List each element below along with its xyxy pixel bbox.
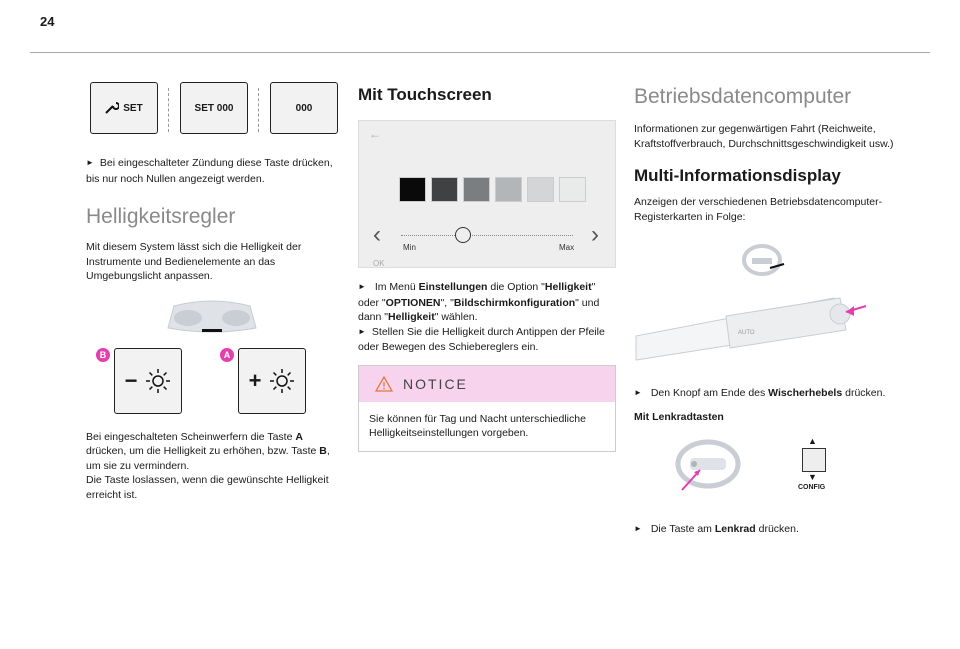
release-instruction: Die Taste loslassen, wenn die gewünschte Helligkeit erreicht ist. (86, 474, 329, 501)
text-fragment: Bei eingeschalteten Scheinwerfern die Taste (86, 430, 296, 443)
page-number: 24 (40, 14, 55, 29)
control-name: Lenkrad (714, 523, 756, 535)
brightness-buttons (86, 346, 338, 420)
wiper-stalk-image (634, 232, 894, 382)
plus-icon: + (248, 367, 262, 393)
trip-computer-text: Informationen zur gegenwärtigen Fahrt (Reichweite, Kraftstoffverbrauch, Durchschnittsgeschwindigkeit usw.) (634, 123, 894, 150)
text-fragment: die Option " (487, 281, 545, 293)
minus-icon: − (124, 367, 138, 393)
text-fragment: Den Knopf am Ende des (650, 387, 769, 399)
stalk-auto-label: AUTO (738, 330, 755, 336)
heading-multi-informationsdisplay: Multi-Informationsdisplay (634, 166, 841, 185)
zero-display-button (270, 82, 338, 134)
config-button (802, 448, 826, 472)
notice-text: Sie können für Tag und Nacht unterschiedliche Helligkeitseinstellungen vorgeben. (369, 412, 586, 439)
separator (168, 88, 172, 132)
key-b: B (319, 445, 327, 457)
touchscreen-instruction-1 (358, 280, 616, 325)
set-button-wrench (90, 82, 158, 134)
text-fragment: " wählen. (434, 311, 478, 323)
set-instruction: ► Bei eingeschalteter Zündung diese Taste drücken, bis nur noch Nullen angezeigt werden. (86, 156, 338, 186)
brightness-swatch (527, 177, 554, 202)
brightness-slider-knob (455, 227, 471, 243)
column-2 (358, 70, 616, 452)
config-label: CONFIG (798, 484, 826, 491)
key-a: A (295, 430, 303, 443)
text-fragment: Die Taste am (650, 523, 715, 535)
label-b-badge: B (96, 348, 110, 362)
set-counter-label: SET 000 (194, 102, 234, 114)
set-button-counter (180, 82, 248, 134)
notice-title: NOTICE (403, 375, 468, 392)
control-name: Wischerhebels (768, 387, 843, 399)
back-arrow-icon: ← (369, 127, 381, 141)
left-chevron-icon: ‹ (373, 221, 381, 248)
ok-label: OK (373, 259, 385, 268)
brightness-increase-button (238, 348, 306, 414)
helligkeit-intro: Mit diesem System lässt sich die Helligkeit der Instrumente und Bedienelemente an das Umgebungslicht anpassen. (86, 241, 302, 282)
heading-touchscreen: Mit Touchscreen (358, 85, 492, 104)
option-name: Helligkeit (544, 281, 592, 293)
slider-max-label: Max (559, 243, 575, 252)
set-button-label: SET (123, 102, 143, 114)
brightness-swatch (495, 177, 522, 202)
text-fragment: ", " (440, 296, 454, 309)
brightness-instruction (86, 430, 338, 474)
notice-box (358, 365, 616, 452)
column-1 (86, 70, 338, 502)
brightness-decrease-button (114, 348, 182, 414)
right-chevron-icon: › (591, 221, 599, 248)
text-fragment: drücken. (755, 523, 799, 535)
wiper-instruction (634, 386, 894, 402)
option-name: OPTIONEN (385, 296, 441, 309)
zero-display-label: 000 (295, 102, 313, 114)
config-down-arrow-icon: ▼ (808, 472, 817, 482)
wrench-icon (105, 102, 119, 114)
brightness-swatch (431, 177, 458, 202)
brightness-swatch (559, 177, 586, 202)
text-fragment: Im Menü (374, 281, 419, 293)
notice-body (359, 402, 615, 451)
steering-wheel-illustration (634, 434, 894, 510)
steering-wheel-image (634, 434, 784, 510)
text-fragment: " oder " (358, 281, 596, 309)
set-buttons-illustration (86, 82, 338, 144)
separator (258, 88, 262, 132)
slider-min-label: Min (403, 243, 416, 252)
config-up-arrow-icon: ▲ (808, 436, 817, 446)
option-name: Bildschirmkonfiguration (453, 296, 576, 309)
brightness-swatch (399, 177, 426, 202)
text-fragment: , um sie zu vermindern. (86, 445, 330, 472)
brightness-slider-track (401, 235, 573, 236)
menu-name: Einstellungen (418, 281, 488, 293)
text-fragment: " und dann " (358, 296, 600, 323)
display-text: Anzeigen der verschiedenen Betriebsdatencomputer-Registerkarten in Folge: (634, 196, 883, 223)
instrument-panel-illustration (86, 298, 338, 340)
touchscreen-instruction-2: ► Stellen Sie die Helligkeit durch Antippen der Pfeile oder Bewegen des Schiebereglers ein. (358, 325, 616, 355)
header-rule (30, 52, 930, 53)
brightness-swatch (463, 177, 490, 202)
wiper-stalk-illustration (634, 232, 894, 382)
instrument-panel-icon (86, 298, 338, 340)
text-fragment: drücken, um die Helligkeit zu erhöhen, bzw. Taste (86, 445, 320, 457)
steering-wheel-instruction (634, 522, 894, 538)
text-fragment: drücken. (842, 387, 886, 399)
label-a-badge: A (220, 348, 234, 362)
heading-betriebsdatencomputer: Betriebsdatencomputer (634, 85, 852, 108)
column-3 (634, 70, 894, 538)
sun-icon (269, 368, 295, 394)
touchscreen-illustration (358, 120, 616, 268)
option-name: Helligkeit (388, 311, 435, 323)
steering-wheel-subheading: Mit Lenkradtasten (634, 410, 724, 423)
sun-icon (145, 368, 171, 394)
warning-icon (375, 376, 393, 392)
heading-helligkeitsregler: Helligkeitsregler (86, 205, 236, 228)
notice-header (359, 366, 615, 402)
